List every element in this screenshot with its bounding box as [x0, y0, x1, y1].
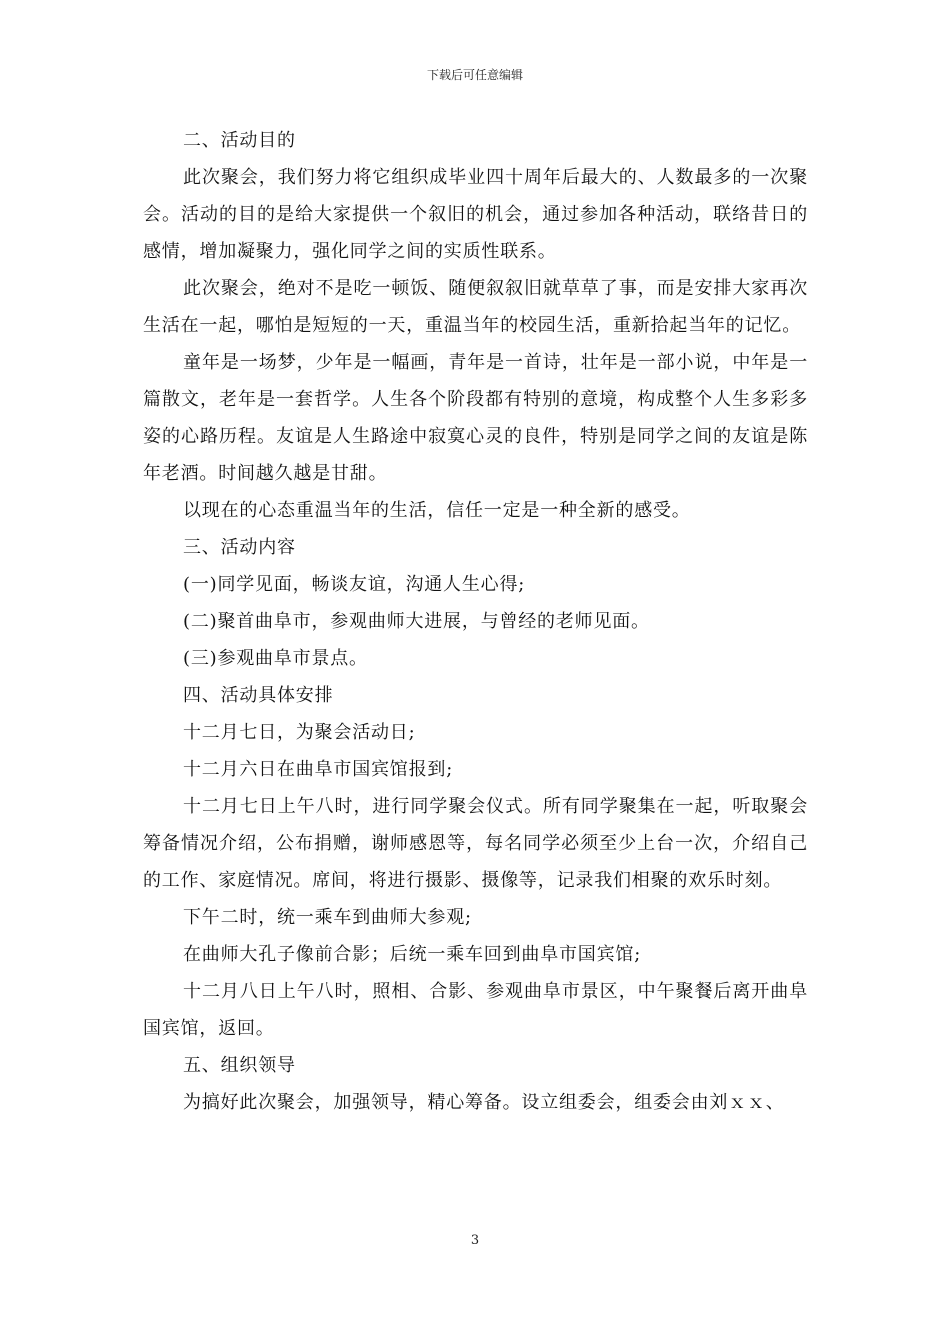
page-header: 下载后可任意编辑 [426, 68, 523, 82]
page-number: 3 [470, 1233, 480, 1248]
paragraph: 下午二时，统一乘车到曲师大参观; [183, 907, 472, 928]
list-item: (三)参观曲阜市景点。 [183, 648, 368, 669]
paragraph: 以现在的心态重温当年的生活，信任一定是一种全新的感受。 [183, 500, 691, 521]
paragraph: 十二月七日，为聚会活动日; [183, 722, 416, 743]
document-body [143, 122, 808, 1121]
section-heading-organization: 五、组织领导 [183, 1055, 296, 1076]
section-heading-schedule: 四、活动具体安排 [183, 685, 334, 706]
paragraph: 十二月八日上午八时，照相、合影、参观曲阜市景区，中午聚餐后离开曲阜国宾馆，返回。 [143, 981, 808, 1039]
paragraph: 在曲师大孔子像前合影；后统一乘车回到曲阜市国宾馆; [183, 944, 642, 965]
paragraph: 此次聚会，我们努力将它组织成毕业四十周年后最大的、人数最多的一次聚会。活动的目的是给大家提供一个叙旧的机会，通过参加各种活动，联络昔日的感情，增加凝聚力，强化同学之间的实质性联系。 [143, 167, 808, 262]
list-item: (二)聚首曲阜市，参观曲师大进展，与曾经的老师见面。 [183, 611, 650, 632]
paragraph: 童年是一场梦，少年是一幅画，青年是一首诗，壮年是一部小说，中年是一篇散文，老年是一套哲学。人生各个阶段都有特别的意境，构成整个人生多彩多姿的心路历程。友谊是人生路途中寂寞心灵的良件，特别是同学之间的友谊是陈年老酒。时间越久越是甘甜。 [143, 352, 808, 484]
list-item: (一)同学见面，畅谈友谊，沟通人生心得; [183, 574, 526, 595]
section-heading-purpose: 二、活动目的 [183, 130, 296, 151]
paragraph: 十二月六日在曲阜市国宾馆报到; [183, 759, 454, 780]
section-heading-content: 三、活动内容 [183, 537, 296, 558]
paragraph: 此次聚会，绝对不是吃一顿饭、随便叙叙旧就草草了事，而是安排大家再次生活在一起，哪怕是短短的一天，重温当年的校园生活，重新拾起当年的记忆。 [143, 278, 808, 336]
paragraph: 十二月七日上午八时，进行同学聚会仪式。所有同学聚集在一起，听取聚会筹备情况介绍，公布捐赠，谢师感恩等，每名同学必须至少上台一次，介绍自己的工作、家庭情况。席间，将进行摄影、摄像等，记录我们相聚的欢乐时刻。 [143, 796, 808, 891]
paragraph: 为搞好此次聚会，加强领导，精心筹备。设立组委会，组委会由刘ｘｘ、 [183, 1092, 785, 1113]
